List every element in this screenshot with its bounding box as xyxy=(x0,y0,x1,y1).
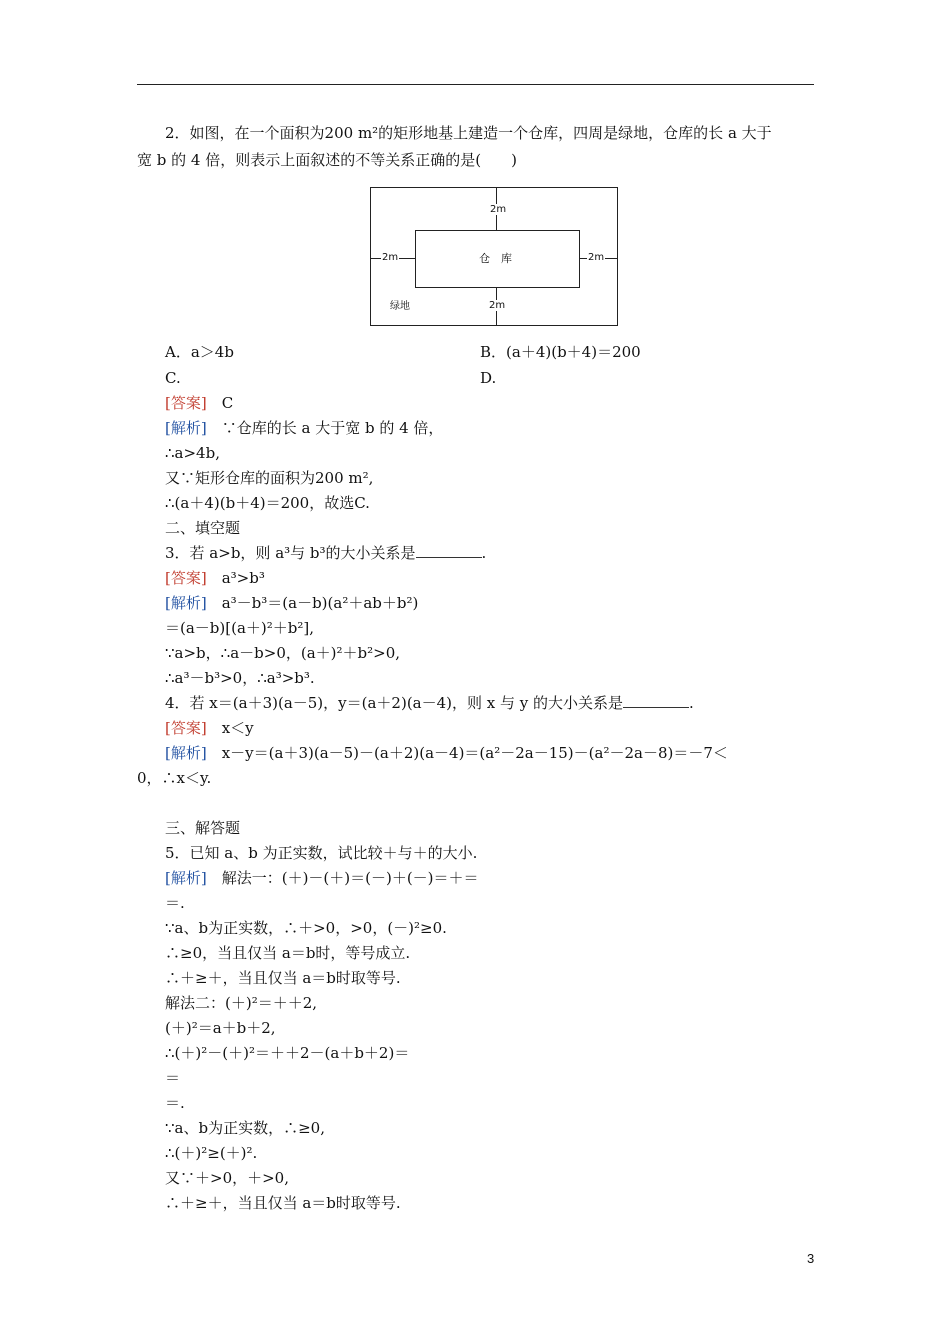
q5-line: ＝ xyxy=(165,1069,181,1087)
q4-period: . xyxy=(689,694,694,712)
q5-text: 5．已知 a、b 为正实数，试比较＋与＋的大小. xyxy=(165,844,478,862)
q5-line: ∵a、b为正实数，∴＋>0，>0，(－)²≥0. xyxy=(165,919,447,937)
analysis-text: a³－b³＝(a－b)(a²＋ab＋b²) xyxy=(206,594,419,612)
q2-step2: 又∵矩形仓库的面积为200 m², xyxy=(165,469,374,487)
bottom-dimension-label: 2m xyxy=(489,300,506,311)
q5-line: ＝. xyxy=(165,1094,185,1112)
q3-step3: ∴a³－b³>0，∴a³>b³. xyxy=(165,669,315,687)
q2-step1: ∴a>4b, xyxy=(165,444,220,462)
analysis-text: ∵仓库的长 a 大于宽 b 的 4 倍， xyxy=(206,419,444,437)
analysis-text: x－y＝(a＋3)(a－5)－(a＋2)(a－4)＝(a²－2a－15)－(a²－2a－8)＝－7＜ xyxy=(206,744,728,762)
q2-line2: 宽 b 的 4 倍，则表示上面叙述的不等关系正确的是( ) xyxy=(137,151,517,169)
header-rule xyxy=(137,84,814,85)
q5-line: ∴(＋)²≥(＋)². xyxy=(165,1144,258,1162)
q5-line: ＝. xyxy=(165,894,185,912)
q3-period: . xyxy=(481,544,487,562)
answer-value: a³>b³ xyxy=(206,569,265,587)
q5-analysis xyxy=(165,868,479,888)
answer-blank xyxy=(623,694,689,708)
warehouse-rect xyxy=(415,230,580,288)
section-fill-blank: 二、填空题 xyxy=(165,519,241,537)
q5-line: 解法二：(＋)²＝＋＋2, xyxy=(165,994,318,1012)
right-dimension-label: 2m xyxy=(588,252,605,263)
q5-line: 又∵＋>0，＋>0, xyxy=(165,1169,289,1187)
q2-answer xyxy=(165,393,233,413)
left-dimension-label: 2m xyxy=(382,252,399,263)
q3-analysis xyxy=(165,593,418,613)
section-solve: 三、解答题 xyxy=(165,819,241,837)
q5-line: (＋)²＝a＋b＋2, xyxy=(165,1019,276,1037)
answer-blank xyxy=(416,544,482,558)
q3-question: 3．若 a>b，则 a³与 b³的大小关系是 xyxy=(165,544,416,562)
answer-value: C xyxy=(206,394,234,412)
warehouse-label: 仓 库 xyxy=(479,252,512,265)
q5-line: ∴＋≥＋，当且仅当 a＝b时取等号. xyxy=(165,1194,401,1212)
q3-text xyxy=(165,543,486,563)
warehouse-diagram xyxy=(370,187,618,326)
q2-step3: ∴(a＋4)(b＋4)＝200，故选C. xyxy=(165,494,370,512)
q4-text xyxy=(165,693,694,713)
analysis-tag: [解析] xyxy=(165,744,207,762)
q5-line: ∴≥0，当且仅当 a＝b时，等号成立. xyxy=(165,944,411,962)
q3-answer xyxy=(165,568,265,588)
q3-step1: ＝(a－b)[(a＋)²＋b²], xyxy=(165,619,314,637)
top-dimension-label: 2m xyxy=(490,204,507,215)
option-a: A．a＞4b xyxy=(165,343,234,361)
option-b: B．(a＋4)(b＋4)＝200 xyxy=(480,343,641,361)
answer-tag: [答案] xyxy=(165,394,207,412)
q4-step1: 0，∴x＜y. xyxy=(137,769,212,787)
q4-answer xyxy=(165,718,254,738)
page-number: 3 xyxy=(807,1251,815,1266)
greenland-label: 绿地 xyxy=(390,301,410,312)
q2-analysis xyxy=(165,418,443,438)
q5-line: ∵a、b为正实数，∴≥0, xyxy=(165,1119,325,1137)
analysis-tag: [解析] xyxy=(165,869,207,887)
analysis-tag: [解析] xyxy=(165,419,207,437)
analysis-tag: [解析] xyxy=(165,594,207,612)
q3-step2: ∵a>b，∴a－b>0，(a＋)²＋b²>0, xyxy=(165,644,401,662)
answer-tag: [答案] xyxy=(165,719,207,737)
analysis-text: 解法一：(＋)－(＋)＝(－)＋(－)＝＋＝ xyxy=(206,869,479,887)
option-d: D. xyxy=(480,369,497,387)
q5-line: ∴(＋)²－(＋)²＝＋＋2－(a＋b＋2)＝ xyxy=(165,1044,410,1062)
answer-tag: [答案] xyxy=(165,569,207,587)
q4-question: 4．若 x＝(a＋3)(a－5)，y＝(a＋2)(a－4)，则 x 与 y 的大小关系是 xyxy=(165,694,624,712)
answer-value: x＜y xyxy=(206,719,254,737)
q4-analysis xyxy=(165,743,728,763)
q2-line1: 2．如图，在一个面积为200 m²的矩形地基上建造一个仓库，四周是绿地，仓库的长 a 大于 xyxy=(165,124,772,142)
q5-line: ∴＋≥＋，当且仅当 a＝b时取等号. xyxy=(165,969,401,987)
option-c: C. xyxy=(165,369,181,387)
